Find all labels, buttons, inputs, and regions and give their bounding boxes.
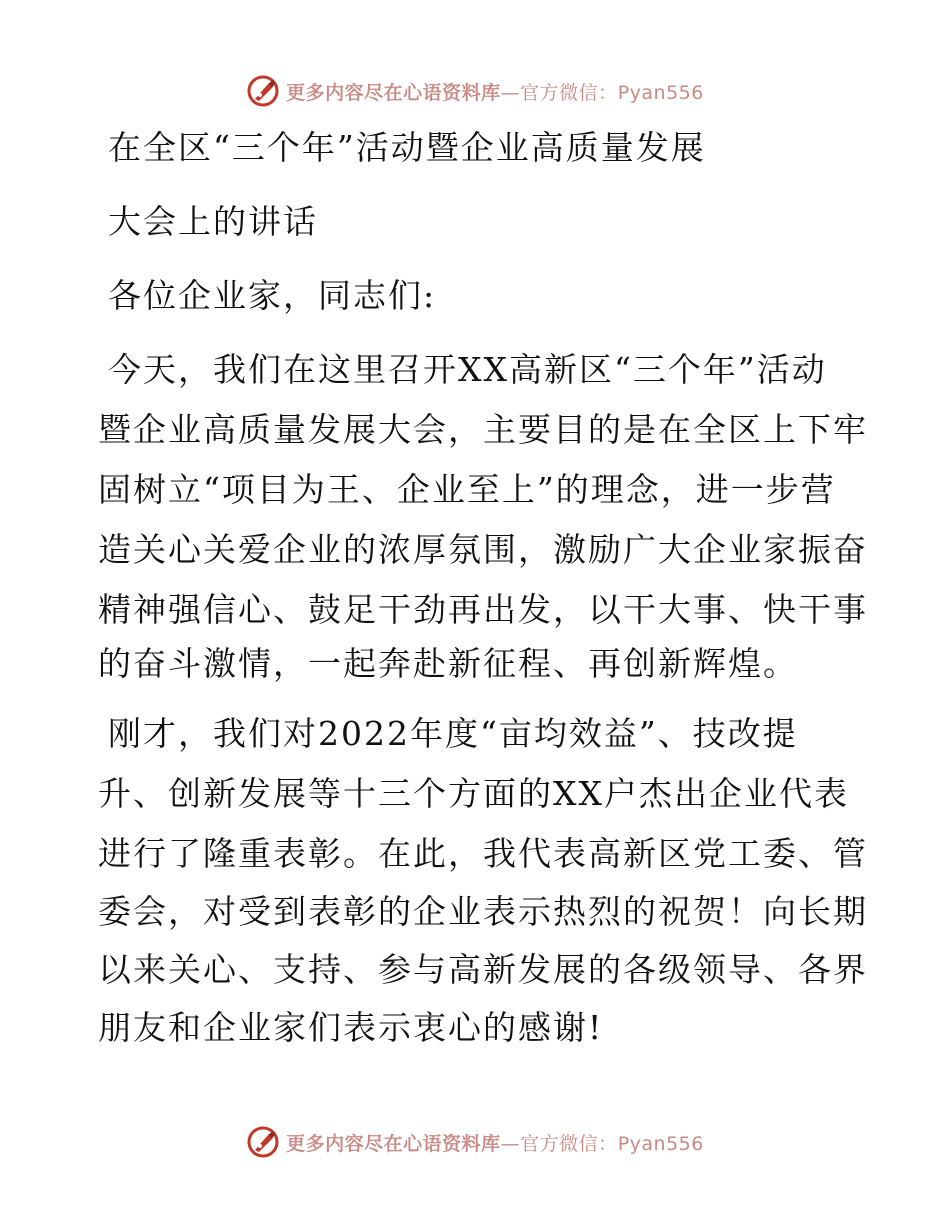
document-title-line-2: 大会上的讲话: [108, 202, 318, 241]
banner-caption: [286, 78, 704, 105]
banner-main-text: 更多内容尽在心语资料库: [286, 81, 501, 104]
footer-banner: [0, 1122, 950, 1162]
paragraph-1-line: 精神强信心、鼓足干劲再出发，以干大事、快干事: [98, 590, 868, 629]
document-title-line-1: 在全区“三个年”活动暨企业高质量发展: [108, 128, 706, 167]
paragraph-1-line: 固树立“项目为王、企业至上”的理念，进一步营: [98, 470, 836, 509]
paragraph-1-line: 暨企业高质量发展大会，主要目的是在全区上下牢: [98, 410, 868, 449]
paragraph-2-line: 朋友和企业家们表示衷心的感谢!: [98, 1008, 604, 1047]
paragraph-2-line: 委会，对受到表彰的企业表示热烈的祝贺！向长期: [98, 892, 868, 931]
paragraph-2-line: 进行了隆重表彰。在此，我代表高新区党工委、管: [98, 834, 868, 873]
header-banner: [0, 71, 950, 111]
paragraph-2-line: 以来关心、支持、参与高新发展的各级领导、各界: [98, 950, 868, 989]
paragraph-2-line: 升、创新发展等十三个方面的XX户杰出企业代表: [98, 774, 849, 813]
banner-wechat-id: Pyan556: [617, 1132, 704, 1155]
banner-dash: —: [500, 81, 521, 104]
pen-nib-logo-icon: [246, 1125, 280, 1159]
paragraph-1-line: 的奋斗激情，一起奔赴新征程、再创新辉煌。: [98, 644, 798, 683]
paragraph-2-line: 刚才，我们对2022年度“亩均效益”、技改提: [108, 714, 798, 753]
paragraph-1-line: 造关心关爱企业的浓厚氛围，激励广大企业家振奋: [98, 530, 868, 569]
banner-main-text: 更多内容尽在心语资料库: [286, 1132, 501, 1155]
salutation: 各位企业家，同志们:: [108, 276, 437, 315]
pen-nib-logo-icon: [246, 74, 280, 108]
banner-dash: —: [500, 1132, 521, 1155]
banner-caption: [286, 1129, 704, 1156]
banner-wechat-id: Pyan556: [617, 81, 704, 104]
paragraph-1-line: 今天，我们在这里召开XX高新区“三个年”活动: [108, 350, 827, 389]
banner-official-text: 官方微信：: [520, 81, 618, 104]
banner-official-text: 官方微信：: [520, 1132, 618, 1155]
